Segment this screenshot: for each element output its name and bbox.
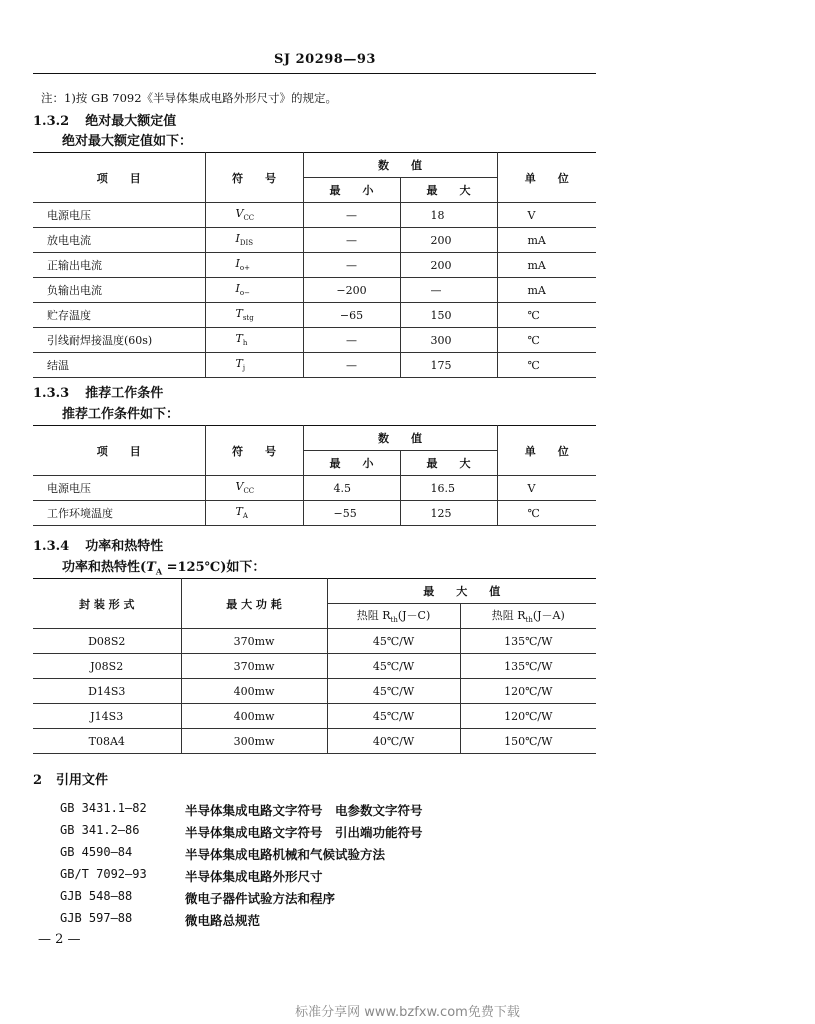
cell-power: 400mw — [181, 704, 327, 729]
cell-symbol: $T_j$ — [205, 353, 303, 378]
header-item: 项 目 — [33, 426, 205, 476]
recommended-conditions-table — [33, 425, 596, 526]
list-item — [60, 823, 423, 845]
cell-unit: ℃ — [497, 328, 596, 353]
cell-min: — — [303, 253, 400, 278]
cell-rth-jc: 45℃/W — [327, 704, 460, 729]
table-row — [33, 729, 596, 754]
cell-max: 300 — [400, 328, 497, 353]
page-number: — 2 — — [38, 932, 81, 947]
cell-symbol: $I_{o-}$ — [205, 278, 303, 303]
section-heading-1-3-3 — [33, 382, 163, 401]
section-title: 推荐工作条件 — [85, 386, 164, 401]
cell-package: J14S3 — [33, 704, 181, 729]
header-rth-ja: 热阻 $R_{th}(J-A)$ — [460, 604, 596, 629]
ref-name: 微电路总规范 — [185, 913, 261, 928]
cell-package: J08S2 — [33, 654, 181, 679]
cell-rth-jc: 40℃/W — [327, 729, 460, 754]
cell-unit: ℃ — [497, 501, 596, 526]
section-title: 绝对最大额定值 — [85, 114, 177, 129]
header-max-value: 最 大 值 — [327, 579, 596, 604]
list-item — [60, 845, 423, 867]
cell-item: 引线耐焊接温度(60s) — [33, 328, 205, 353]
header-power: 最 大 功 耗 — [181, 579, 327, 629]
ref-name: 半导体集成电路外形尺寸 — [185, 869, 323, 884]
table-row — [33, 353, 596, 378]
section-number: 1.3.2 — [33, 114, 70, 129]
section-intro: 绝对最大额定值如下： — [62, 134, 193, 149]
header-max: 最 大 — [400, 451, 497, 476]
cell-rth-ja: 120℃/W — [460, 679, 596, 704]
header-unit: 单 位 — [497, 153, 596, 203]
cell-rth-jc: 45℃/W — [327, 629, 460, 654]
section-intro: 推荐工作条件如下： — [62, 407, 180, 422]
cell-rth-jc: 45℃/W — [327, 679, 460, 704]
cell-rth-ja: 135℃/W — [460, 629, 596, 654]
cell-item: 电源电压 — [33, 476, 205, 501]
cell-rth-ja: 150℃/W — [460, 729, 596, 754]
cell-symbol: $V_{CC}$ — [205, 203, 303, 228]
header-rule — [33, 73, 596, 74]
cell-min: −65 — [303, 303, 400, 328]
cell-item: 工作环境温度 — [33, 501, 205, 526]
list-item — [60, 867, 423, 889]
ref-code: GJB 548—88 — [60, 889, 133, 903]
cell-symbol: $T_{stg}$ — [205, 303, 303, 328]
cell-unit: ℃ — [497, 353, 596, 378]
ref-code: GB 341.2—86 — [60, 823, 140, 837]
cell-min: — — [303, 353, 400, 378]
section-number: 1.3.3 — [33, 386, 70, 401]
header-package: 封 装 形 式 — [33, 579, 181, 629]
table-row — [33, 303, 596, 328]
table-row — [33, 501, 596, 526]
cell-min: 4.5 — [303, 476, 400, 501]
cell-unit: mA — [497, 278, 596, 303]
cell-unit: V — [497, 476, 596, 501]
cell-symbol: $T_h$ — [205, 328, 303, 353]
ref-name: 半导体集成电路机械和气候试验方法 — [185, 847, 386, 862]
cell-unit: V — [497, 203, 596, 228]
section-number: 2 — [33, 773, 43, 788]
header-unit: 单 位 — [497, 426, 596, 476]
ref-code: GB 3431.1—82 — [60, 801, 147, 815]
absolute-max-ratings-table — [33, 152, 596, 378]
cell-item: 贮存温度 — [33, 303, 205, 328]
cell-min: — — [303, 328, 400, 353]
cell-power: 400mw — [181, 679, 327, 704]
section-title: 引用文件 — [56, 773, 109, 788]
cell-max: 18 — [400, 203, 497, 228]
cell-min: −200 — [303, 278, 400, 303]
header-max: 最 大 — [400, 178, 497, 203]
cell-item: 结温 — [33, 353, 205, 378]
cell-power: 300mw — [181, 729, 327, 754]
cell-symbol: $I_{DIS}$ — [205, 228, 303, 253]
table-row — [33, 629, 596, 654]
cell-item: 正输出电流 — [33, 253, 205, 278]
cell-min: −55 — [303, 501, 400, 526]
table-row — [33, 228, 596, 253]
cell-power: 370mw — [181, 629, 327, 654]
cell-unit: mA — [497, 228, 596, 253]
header-symbol: 符 号 — [205, 426, 303, 476]
header-symbol: 符 号 — [205, 153, 303, 203]
cell-max: 125 — [400, 501, 497, 526]
header-min: 最 小 — [303, 451, 400, 476]
power-thermal-table — [33, 578, 596, 754]
cell-item: 负输出电流 — [33, 278, 205, 303]
cell-symbol: $I_{o+}$ — [205, 253, 303, 278]
footnote: 注：1)按 GB 7092《半导体集成电路外形尺寸》的规定。 — [41, 91, 338, 105]
cell-max: 175 — [400, 353, 497, 378]
ref-name: 半导体集成电路文字符号 电参数文字符号 — [185, 803, 423, 818]
cell-max: 16.5 — [400, 476, 497, 501]
list-item — [60, 889, 423, 911]
table-row — [33, 654, 596, 679]
ref-name: 半导体集成电路文字符号 引出端功能符号 — [185, 825, 423, 840]
table-row — [33, 328, 596, 353]
header-value: 数 值 — [303, 426, 497, 451]
cell-unit: mA — [497, 253, 596, 278]
cell-package: T08A4 — [33, 729, 181, 754]
cell-min: — — [303, 203, 400, 228]
cell-max: — — [400, 278, 497, 303]
reference-list — [60, 801, 423, 933]
list-item — [60, 911, 423, 933]
section-number: 1.3.4 — [33, 539, 70, 554]
cell-item: 放电电流 — [33, 228, 205, 253]
ref-name: 微电子器件试验方法和程序 — [185, 891, 336, 906]
cell-rth-ja: 120℃/W — [460, 704, 596, 729]
header-value: 数 值 — [303, 153, 497, 178]
cell-symbol: $V_{CC}$ — [205, 476, 303, 501]
cell-rth-jc: 45℃/W — [327, 654, 460, 679]
table-row — [33, 278, 596, 303]
list-item — [60, 801, 423, 823]
section-title: 功率和热特性 — [85, 539, 164, 554]
header-item: 项 目 — [33, 153, 205, 203]
cell-power: 370mw — [181, 654, 327, 679]
section-heading-1-3-2 — [33, 110, 176, 129]
ref-code: GB/T 7092—93 — [60, 867, 147, 881]
header-min: 最 小 — [303, 178, 400, 203]
cell-min: — — [303, 228, 400, 253]
cell-max: 200 — [400, 228, 497, 253]
section-intro: 功率和热特性($T_A$ =125℃)如下： — [62, 560, 266, 577]
section-heading-2 — [33, 769, 108, 788]
cell-item: 电源电压 — [33, 203, 205, 228]
table-row — [33, 704, 596, 729]
cell-rth-ja: 135℃/W — [460, 654, 596, 679]
table-row — [33, 253, 596, 278]
section-heading-1-3-4 — [33, 535, 163, 554]
table-row — [33, 476, 596, 501]
watermark-text: 标准分享网 www.bzfxw.com免费下载 — [295, 1005, 520, 1020]
table-row — [33, 203, 596, 228]
cell-max: 200 — [400, 253, 497, 278]
cell-symbol: $T_A$ — [205, 501, 303, 526]
document-header: SJ 20298—93 — [274, 52, 376, 67]
cell-package: D08S2 — [33, 629, 181, 654]
ref-code: GB 4590—84 — [60, 845, 133, 859]
cell-unit: ℃ — [497, 303, 596, 328]
cell-package: D14S3 — [33, 679, 181, 704]
table-row — [33, 679, 596, 704]
header-rth-jc: 热阻 $R_{th}(J-C)$ — [327, 604, 460, 629]
cell-max: 150 — [400, 303, 497, 328]
ref-code: GJB 597—88 — [60, 911, 133, 925]
